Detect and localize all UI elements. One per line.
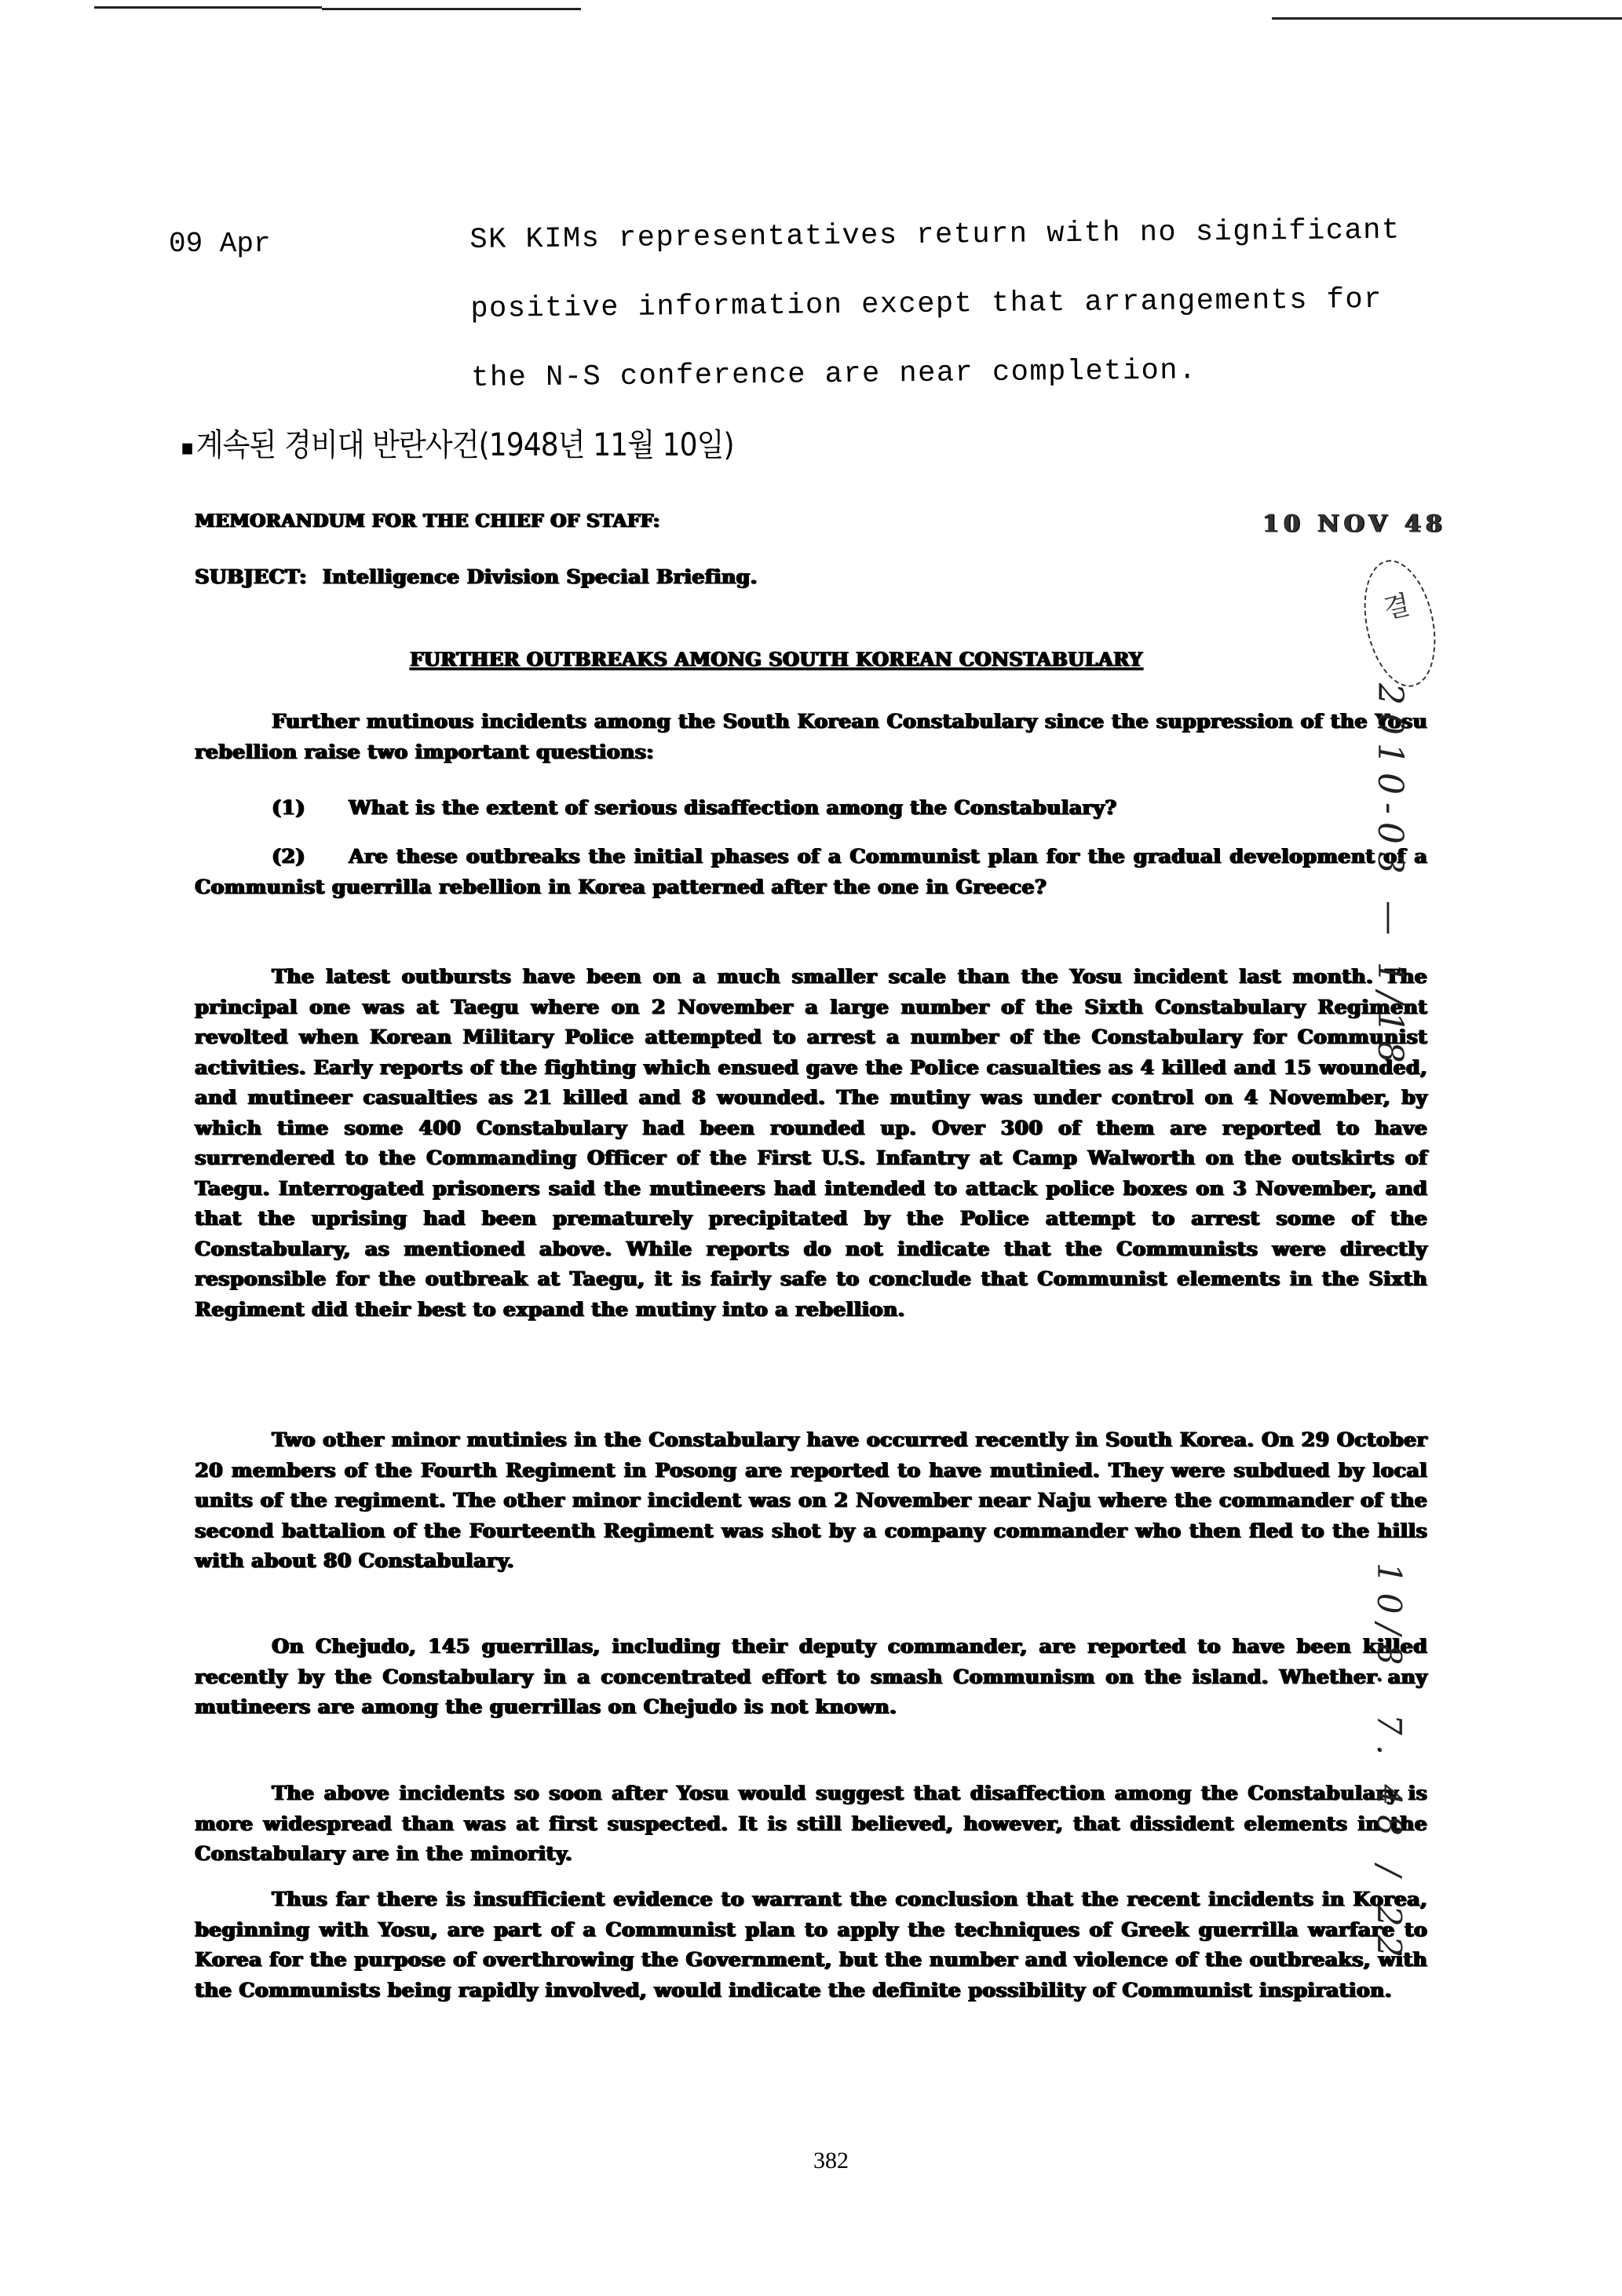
stamp-text: 결	[1375, 590, 1412, 623]
margin-handwritten-note: 2010-03 — 1/18	[1370, 683, 1410, 1071]
memo-paragraph-conclusion	[195, 1885, 1427, 2005]
question-number: (2)	[272, 845, 305, 868]
section-heading	[181, 420, 734, 465]
memo-paragraph-chejudo	[195, 1632, 1427, 1723]
memo-addressee: MEMORANDUM FOR THE CHIEF OF STAFF:	[195, 510, 660, 532]
memo-paragraph-latest-outbursts	[195, 962, 1427, 1325]
paragraph-text: Thus far there is insufficient evidence to warrant the conclusion that the recent incidents in Korea, beginning with Yosu, are part of a Communist plan to apply the techniques of Greek guerrilla warfare to Korea for the purpose of overthrowing the Government, but the number and violence of the outbreaks, with the Communists being rapidly involved, would indicate the definite possibility of Communist inspiration.	[195, 1888, 1427, 2002]
page-number: 382	[813, 2148, 849, 2174]
memo-intro-paragraph	[195, 707, 1427, 767]
memo-subject-label: SUBJECT:	[195, 565, 307, 588]
question-text: Are these outbreaks the initial phases of a Communist plan for the gradual development of a Communist guerrilla rebellion in Korea patterned after the one in Greece?	[195, 845, 1427, 898]
scan-artifact-line	[322, 8, 581, 10]
chronology-entry-text: SK KIMs representatives return with no significant positive information except that arrangements for the N-S conference are near completion.	[469, 214, 1401, 395]
paragraph-text: The above incidents so soon after Yosu would suggest that disaffection among the Constabulary is more widespread than was at first suspected. It is still believed, however, that dissident elements in the Constabulary are in the minority.	[195, 1782, 1427, 1865]
margin-handwritten-note: 10/8. 7. 48 / 22	[1370, 1563, 1408, 1967]
scan-artifact-line	[94, 6, 322, 9]
memo-subject	[195, 565, 758, 588]
question-number: (1)	[272, 796, 305, 819]
memo-question-2	[195, 842, 1427, 902]
chronology-date: 09 Apr	[169, 228, 271, 260]
memo-paragraph-minor-mutinies	[195, 1425, 1427, 1577]
section-heading-text: 계속된 경비대 반란사건(1948년 11월 10일)	[195, 427, 734, 463]
paragraph-text: Further mutinous incidents among the South Korean Constabulary since the suppression of the Yosu rebellion raise two important questions:	[195, 710, 1427, 763]
question-text: What is the extent of serious disaffection among the Constabulary?	[349, 796, 1117, 819]
paragraph-text: Two other minor mutinies in the Constabulary have occurred recently in South Korea. On 29 October 20 members of the Fourth Regiment in Posong are reported to have mutinied. They were subdued by local units of the regiment. The other minor incident was on 2 November near Naju where the commander of the second battalion of the Fourteenth Regiment was shot by a company commander who then fled to the hills with about 80 Constabulary.	[195, 1428, 1427, 1572]
paragraph-text: On Chejudo, 145 guerrillas, including their deputy commander, are reported to have been killed recently by the Constabulary in a concentrated effort to smash Communism on the island. Whether any mutineers are among the guerrillas on Chejudo is not known.	[195, 1635, 1427, 1718]
memo-date: 10 NOV 48	[1262, 510, 1447, 538]
memo-title: FURTHER OUTBREAKS AMONG SOUTH KOREAN CONSTABULARY	[410, 648, 1143, 671]
memo-question-1	[195, 793, 1427, 824]
paragraph-text: The latest outbursts have been on a much smaller scale than the Yosu incident last month. The principal one was at Taegu where on 2 November a large number of the Sixth Constabulary Regiment revolted when Korean Military Police attempted to arrest a number of the Constabulary for Communist activities. Early reports of the fighting which ensued gave the Police casualties as 4 killed and 15 wounded, and mutineer casualties as 21 killed and 8 wounded. The mutiny was under control on 4 November, by which time some 400 Constabulary had been rounded up. Over 300 of them are reported to have surrendered to the Commanding Officer of the First U.S. Infantry at Camp Walworth on the outskirts of Taegu. Interrogated prisoners said the mutineers had intended to attack police boxes on 3 November, and that the uprising had been prematurely precipitated by the Police attempt to arrest some of the Constabulary, as mentioned above. While reports do not indicate that the Communists were directly responsible for the outbreak at Taegu, it is fairly safe to conclude that Communist elements in the Sixth Regiment did their best to expand the mutiny into a rebellion.	[195, 965, 1427, 1321]
memo-subject-text: Intelligence Division Special Briefing.	[322, 565, 758, 588]
memo-paragraph-disaffection	[195, 1779, 1427, 1870]
scan-artifact-line	[1272, 17, 1622, 20]
bullet-icon: ▪	[181, 433, 194, 460]
approval-stamp	[1353, 554, 1446, 693]
